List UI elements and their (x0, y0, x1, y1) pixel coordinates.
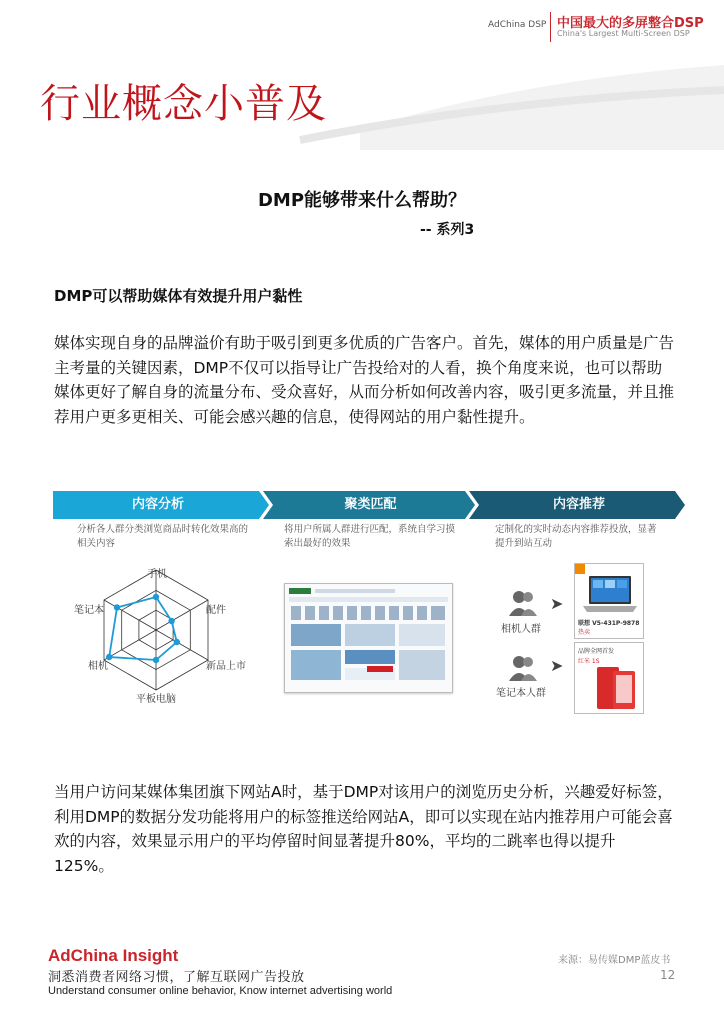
radar-label-new-arrivals: 新品上市 (206, 661, 246, 672)
footer-brand: AdChina Insight (48, 946, 179, 965)
step-2-desc: 将用户所属人群进行匹配，系统自学习摸索出最好的效果 (284, 524, 456, 549)
step-2-label: 聚类匹配 (344, 497, 397, 512)
radar-point-1 (168, 618, 174, 624)
radar-label-tablet: 平板电脑 (136, 694, 176, 705)
footer-tagline-cn: 洞悉消费者网络习惯，了解互联网广告投放 (48, 970, 305, 985)
laptop-icon (583, 574, 637, 614)
user-icon (508, 653, 538, 683)
radar-point-2 (174, 639, 180, 645)
interest-radar-chart (60, 560, 270, 700)
phone-price: 红米 1S (578, 658, 600, 665)
arrow-right-icon: ➤ (550, 594, 564, 613)
header-title: 中国最大的多屏整合DSP (557, 16, 704, 31)
section-heading: DMP可以帮助媒体有效提升用户黏性 (54, 287, 303, 305)
header-brand: AdChina DSP (488, 20, 547, 30)
radar-label-laptop: 笔记本 (74, 605, 104, 616)
footer-tagline-en: Understand consumer online behavior, Know internet advertising world (48, 985, 393, 997)
people-label-laptop: 笔记本人群 (496, 688, 546, 699)
arrow-right-icon: ➤ (550, 656, 564, 675)
radar-point-5 (114, 604, 120, 610)
radar-label-camera: 相机 (88, 661, 108, 672)
page-number: 12 (660, 968, 676, 982)
product-card-phone (574, 642, 644, 714)
radar-point-0 (153, 594, 159, 600)
header-subtitle: China's Largest Multi-Screen DSP (557, 29, 690, 38)
radar-point-3 (153, 657, 159, 663)
step-1-label: 内容分析 (131, 497, 184, 512)
step-1-desc: 分析各人群分类浏览商品时转化效果高的相关内容 (77, 524, 249, 549)
paragraph-1: 媒体实现自身的品牌溢价有助于吸引到更多优质的广告客户。首先，媒体的用户质量是广告主考量的关键因素，DMP不仅可以指导让广告投给对的人看，换个角度来说，也可以帮助媒体更好了解自身的流量分布、受众喜好，从而分析如何改善内容，吸引更多流量，并且推荐用户更多更相关、可能会感兴趣的信息，使得网站的用户黏性提升。 (54, 334, 675, 426)
paragraph-2: 当用户访问某媒体集团旗下网站A时，基于DMP对该用户的浏览历史分析，兴趣爱好标签，利用DMP的数据分发功能将用户的标签推送给网站A，即可以实现在站内推荐用户可能会喜欢的内容，效果显示用户的平均停留时间显著提升80%，平均的二跳率也得以提升125%。 (54, 783, 673, 875)
people-label-camera: 相机人群 (501, 624, 541, 635)
step-3-label: 内容推荐 (552, 497, 605, 512)
product-card-laptop (574, 563, 644, 639)
website-screenshot (284, 583, 453, 693)
laptop-sub-label: 热卖 (578, 629, 591, 636)
step-3-desc: 定制化的实时动态内容推荐投放，显著提升到站互动 (495, 524, 657, 549)
series-label: -- 系列3 (420, 222, 475, 238)
radar-label-phone: 手机 (147, 569, 167, 580)
source-note: 来源：易传媒DMP蓝皮书 (558, 955, 671, 966)
laptop-price-label: 联想 V5-431P-9878 (578, 620, 640, 627)
phone-icon (593, 665, 641, 711)
phone-title: 品牌全网首发 (578, 648, 615, 655)
main-heading: DMP能够带来什么帮助？ (257, 190, 467, 211)
radar-label-accessories: 配件 (206, 605, 226, 616)
header-divider (550, 12, 551, 42)
page-title: 行业概念小普及 (40, 81, 327, 127)
user-icon (508, 588, 538, 618)
